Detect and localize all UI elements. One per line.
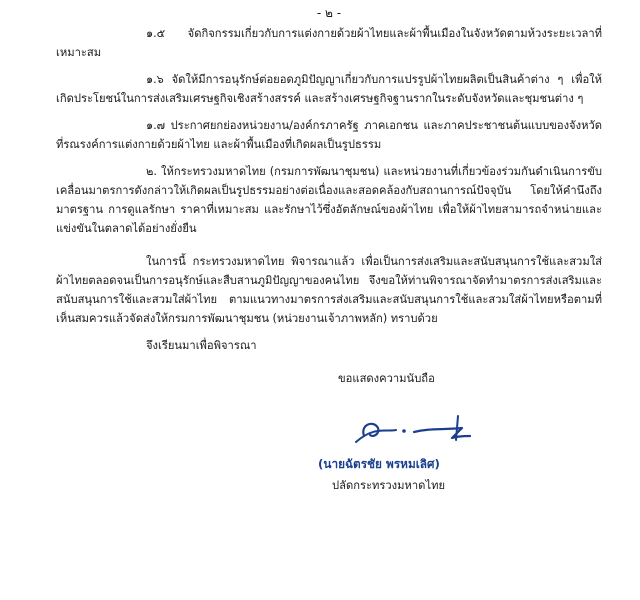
paragraph-1-7: ๑.๗ ประกาศยกย่องหน่วยงาน/องค์กรภาครัฐ ภาคเอกชน และภาคประชาชนต้นแบบของจังหวัดที่รณรงค์การแต่งกายด้วยผ้าไทย และผ้าพื้นเมืองที่เกิดผลเป็นรูปธรรม	[56, 119, 602, 151]
closing-request: จึงเรียนมาเพื่อพิจารณา	[146, 339, 257, 352]
paragraph-2: ๒. ให้กระทรวงมหาดไทย (กรมการพัฒนาชุมชน) และหน่วยงานที่เกี่ยวข้องร่วมกันดำเนินการขับเคลื่อนมาตรการดังกล่าวให้เกิดผลเป็นรูปธรรมอย่างต่อเนื่องและสอดคล้องกับสถานการณ์ปัจจุบัน โดยให้คำนึงถึงมาตรฐาน การดูแลรักษา ราคาที่เหมาะสม และรักษาไว้ซึ่งอัตลักษณ์ของผ้าไทย เพื่อให้ผ้าไทยสามารถจำหน่ายและแข่งขันในตลาดได้อย่างยั่งยืน	[56, 165, 602, 235]
paragraph-1-6: ๑.๖ จัดให้มีการอนุรักษ์ต่อยอดภูมิปัญญาเกี่ยวกับการแปรรูปผ้าไทยผลิตเป็นสินค้าต่าง ๆ เพื่อให้เกิดประโยชน์ในการส่งเสริมเศรษฐกิจเชิงสร้างสรรค์ และสร้างเศรษฐกิจฐานรากในระดับจังหวัดและชุมชนต่าง ๆ	[56, 73, 602, 105]
signer-name: (นายฉัตรชัย พรหมเลิศ)	[318, 457, 440, 471]
paragraph-1-5: ๑.๕ จัดกิจกรรมเกี่ยวกับการแต่งกายด้วยผ้าไทยและผ้าพื้นเมืองในจังหวัดตามห้วงระยะเวลาที่เหมาะสม	[56, 27, 602, 59]
page-number: - ๒ -	[316, 6, 342, 20]
signature-icon	[334, 406, 494, 452]
summary-paragraph: ในการนี้ กระทรวงมหาดไทย พิจารณาแล้ว เพื่อเป็นการส่งเสริมและสนับสนุนการใช้และสวมใส่ผ้าไทยตลอดจนเป็นการอนุรักษ์และสืบสานภูมิปัญญาของคนไทย จึงขอให้ท่านพิจารณาจัดทำมาตรการส่งเสริมและสนับสนุนการใช้และสวมใส่ผ้าไทย ตามแนวทางมาตรการส่งเสริมและสนับสนุนการใช้และสวมใส่ผ้าไทยหรือตามที่เห็นสมควรแล้วจัดส่งให้กรมการพัฒนาชุมชน (หน่วยงานเจ้าภาพหลัก) ทราบด้วย	[56, 255, 602, 325]
signature-image	[334, 406, 494, 452]
sign-off: ขอแสดงความนับถือ	[338, 372, 435, 385]
signer-title: ปลัดกระทรวงมหาดไทย	[332, 479, 445, 492]
